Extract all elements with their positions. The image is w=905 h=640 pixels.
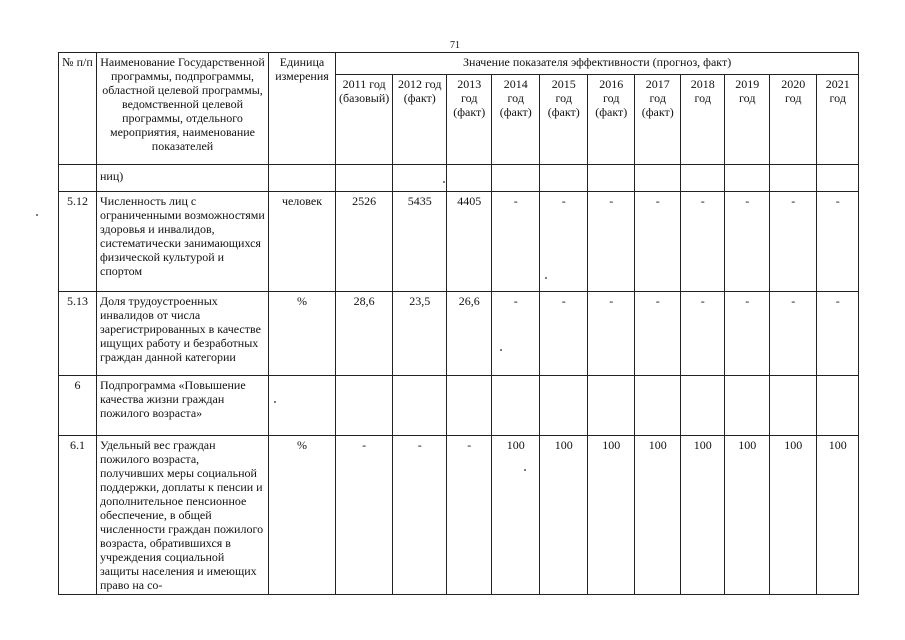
- row-value: [588, 165, 635, 192]
- row-value: [393, 376, 447, 436]
- header-name: Наименование Государственной программы, подпрограммы, областной целевой программы, ведомственной целевой программы, отдельного мероприятия, наименование показателей: [97, 53, 269, 165]
- row-value: 100: [817, 436, 859, 595]
- row-unit: %: [269, 292, 336, 376]
- header-unit: Единица измерения: [269, 53, 336, 165]
- row-value: -: [725, 192, 770, 292]
- scan-speck: [36, 214, 38, 216]
- header-year: 2014 год (факт): [492, 75, 540, 165]
- row-value: -: [770, 292, 817, 376]
- scan-speck: [545, 277, 547, 279]
- row-value: -: [817, 292, 859, 376]
- header-year: 2021 год: [817, 75, 859, 165]
- row-num: 5.12: [59, 192, 97, 292]
- row-value: -: [540, 192, 588, 292]
- row-value: -: [447, 436, 492, 595]
- row-num: 5.13: [59, 292, 97, 376]
- row-unit: %: [269, 436, 336, 595]
- header-year: 2015 год (факт): [540, 75, 588, 165]
- row-value: 100: [588, 436, 635, 595]
- row-value: [770, 165, 817, 192]
- row-value: -: [588, 192, 635, 292]
- row-unit: человек: [269, 192, 336, 292]
- row-value: [447, 165, 492, 192]
- row-value: [393, 165, 447, 192]
- row-value: 100: [770, 436, 817, 595]
- row-value: [681, 376, 725, 436]
- row-name: ниц): [97, 165, 269, 192]
- row-value: [540, 376, 588, 436]
- row-value: [817, 165, 859, 192]
- row-value: [635, 165, 681, 192]
- page-number: 71: [450, 40, 460, 51]
- row-value: -: [540, 292, 588, 376]
- row-value: -: [681, 192, 725, 292]
- row-value: 100: [681, 436, 725, 595]
- row-value: 4405: [447, 192, 492, 292]
- row-value: [635, 376, 681, 436]
- header-year: 2020 год: [770, 75, 817, 165]
- row-value: [447, 376, 492, 436]
- header-year: 2017 год (факт): [635, 75, 681, 165]
- header-year: 2012 год (факт): [393, 75, 447, 165]
- header-year: 2016 год (факт): [588, 75, 635, 165]
- header-num: № п/п: [59, 53, 97, 165]
- table-row: [59, 436, 859, 595]
- row-value: 100: [635, 436, 681, 595]
- row-name: Подпрограмма «Повышение качества жизни граждан пожилого возраста»: [97, 376, 269, 436]
- row-num: [59, 165, 97, 192]
- header-year: 2011 год (базовый): [336, 75, 393, 165]
- row-value: 23,5: [393, 292, 447, 376]
- row-value: 26,6: [447, 292, 492, 376]
- row-unit: [269, 165, 336, 192]
- row-name: Удельный вес граждан пожилого возраста, получивших меры социальной поддержки, доплаты к пенсии и дополнительное пенсионное обеспечение, в общей численности граждан пожилого возраста, обратившихся в учреждения социальной защиты населения и имеющих право на со-: [97, 436, 269, 595]
- row-value: [540, 165, 588, 192]
- row-value: -: [635, 192, 681, 292]
- row-value: [681, 165, 725, 192]
- row-value: 2526: [336, 192, 393, 292]
- row-value: [588, 376, 635, 436]
- row-value: -: [588, 292, 635, 376]
- row-value: 28,6: [336, 292, 393, 376]
- row-value: -: [681, 292, 725, 376]
- row-value: -: [492, 192, 540, 292]
- header-row-1: [59, 53, 859, 75]
- header-values-group: Значение показателя эффективности (прогноз, факт): [336, 53, 859, 75]
- header-year: 2013 год (факт): [447, 75, 492, 165]
- scan-speck: [443, 181, 445, 183]
- row-value: -: [492, 292, 540, 376]
- row-value: [770, 376, 817, 436]
- row-num: 6: [59, 376, 97, 436]
- row-value: 100: [492, 436, 540, 595]
- indicators-table: [58, 52, 859, 595]
- row-value: -: [725, 292, 770, 376]
- row-value: -: [393, 436, 447, 595]
- row-name: Численность лиц с ограниченными возможностями здоровья и инвалидов, систематически занимающихся физической культурой и спортом: [97, 192, 269, 292]
- row-value: 5435: [393, 192, 447, 292]
- scan-speck: [274, 401, 276, 403]
- scan-speck: [524, 469, 526, 471]
- row-value: -: [336, 436, 393, 595]
- table-row: [59, 376, 859, 436]
- row-unit: [269, 376, 336, 436]
- row-value: [336, 165, 393, 192]
- header-year: 2018 год: [681, 75, 725, 165]
- header-year: 2019 год: [725, 75, 770, 165]
- table-row: [59, 192, 859, 292]
- scan-speck: [500, 349, 502, 351]
- row-value: [817, 376, 859, 436]
- row-name: Доля трудоустроенных инвалидов от числа зарегистрированных в качестве ищущих работу и безработных граждан данной категории: [97, 292, 269, 376]
- row-value: -: [817, 192, 859, 292]
- row-value: 100: [540, 436, 588, 595]
- row-value: [336, 376, 393, 436]
- row-value: [725, 376, 770, 436]
- table-row: [59, 165, 859, 192]
- row-value: [725, 165, 770, 192]
- row-value: -: [635, 292, 681, 376]
- row-value: [492, 165, 540, 192]
- row-value: 100: [725, 436, 770, 595]
- row-value: -: [770, 192, 817, 292]
- row-value: [492, 376, 540, 436]
- row-num: 6.1: [59, 436, 97, 595]
- table-row: [59, 292, 859, 376]
